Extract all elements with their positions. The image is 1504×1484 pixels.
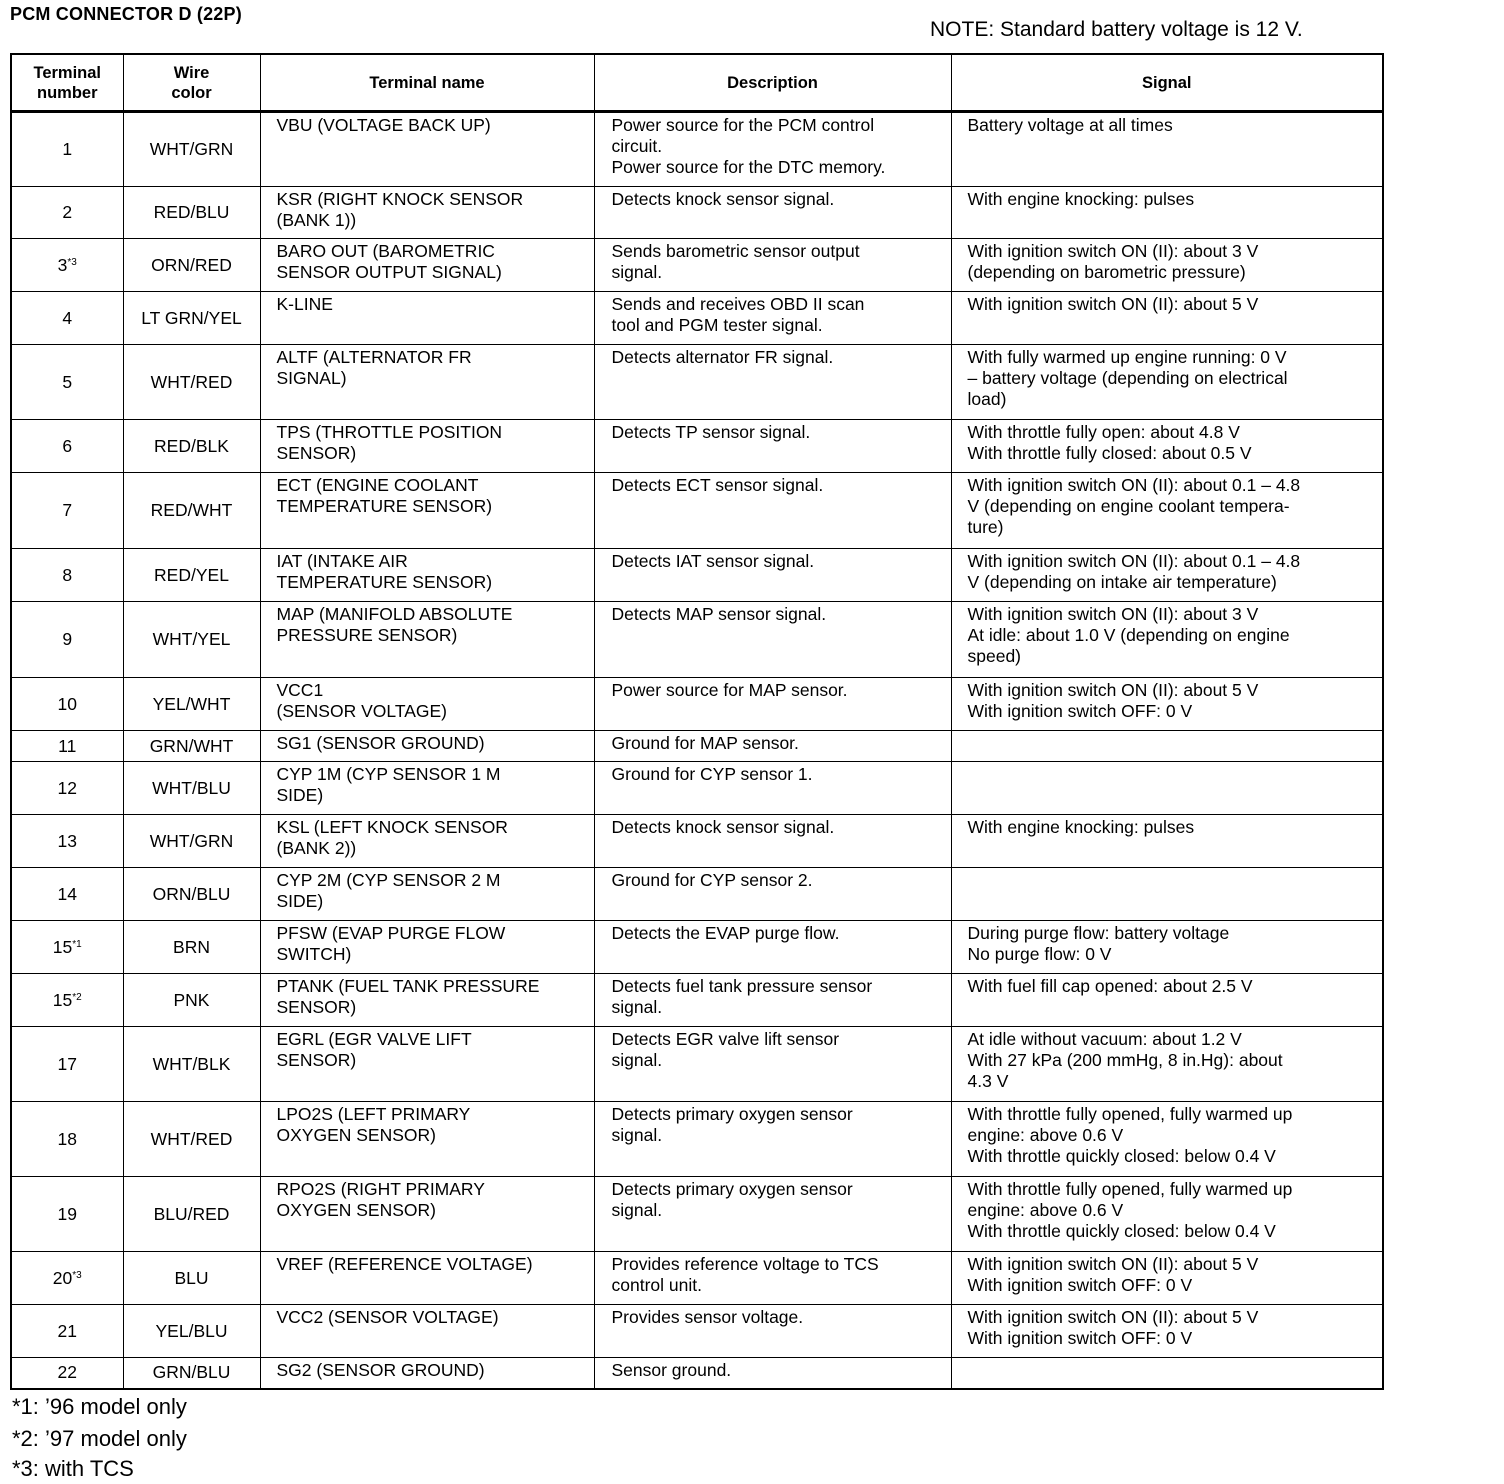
description bbox=[594, 187, 951, 239]
signal-line: With ignition switch OFF: 0 V bbox=[967, 1275, 1193, 1295]
signal-line: With ignition switch ON (II): about 5 V bbox=[967, 1307, 1259, 1327]
description bbox=[594, 549, 951, 602]
table-row bbox=[11, 868, 1383, 921]
wire-color: WHT/RED bbox=[123, 345, 260, 420]
terminal-name-line: VBU (VOLTAGE BACK UP) bbox=[276, 115, 491, 135]
wire-color: WHT/BLK bbox=[123, 1027, 260, 1102]
header-description: Description bbox=[594, 54, 951, 112]
table-row bbox=[11, 921, 1383, 974]
table-row bbox=[11, 473, 1383, 549]
terminal-number: 21 bbox=[11, 1305, 123, 1358]
signal bbox=[951, 974, 1383, 1027]
terminal-number: 5 bbox=[11, 345, 123, 420]
signal-line: With ignition switch ON (II): about 3 V bbox=[967, 241, 1259, 261]
table-row bbox=[11, 1252, 1383, 1305]
pcm-connector-table bbox=[10, 53, 1384, 1390]
terminal-number: 7 bbox=[11, 473, 123, 549]
terminal-name bbox=[260, 921, 594, 974]
header-terminal-name: Terminal name bbox=[260, 54, 594, 112]
description-line: signal. bbox=[611, 1200, 663, 1220]
table-row bbox=[11, 292, 1383, 345]
wire-color: WHT/GRN bbox=[123, 112, 260, 187]
terminal-name bbox=[260, 239, 594, 292]
description bbox=[594, 420, 951, 473]
table-row bbox=[11, 345, 1383, 420]
terminal-name-line: SENSOR) bbox=[276, 443, 357, 463]
signal-line: With fuel fill cap opened: about 2.5 V bbox=[967, 976, 1253, 996]
terminal-name-line: SIGNAL) bbox=[276, 368, 347, 388]
description bbox=[594, 1252, 951, 1305]
signal bbox=[951, 868, 1383, 921]
terminal-footnote-mark: *3 bbox=[72, 1269, 82, 1281]
description bbox=[594, 762, 951, 815]
terminal-name-line: SENSOR OUTPUT SIGNAL) bbox=[276, 262, 502, 282]
description-line: Detects knock sensor signal. bbox=[611, 189, 835, 209]
description-line: Detects TP sensor signal. bbox=[611, 422, 811, 442]
description bbox=[594, 1027, 951, 1102]
description-line: Ground for CYP sensor 1. bbox=[611, 764, 813, 784]
description bbox=[594, 1358, 951, 1389]
terminal-name-line: CYP 2M (CYP SENSOR 2 M bbox=[276, 870, 501, 890]
signal-line: With ignition switch ON (II): about 5 V bbox=[967, 1254, 1259, 1274]
terminal-name-line: SENSOR) bbox=[276, 1050, 357, 1070]
terminal-footnote-mark: *3 bbox=[67, 256, 77, 268]
description-line: Provides reference voltage to TCS bbox=[611, 1254, 879, 1274]
description-line: Detects ECT sensor signal. bbox=[611, 475, 824, 495]
description bbox=[594, 678, 951, 731]
description bbox=[594, 602, 951, 678]
description bbox=[594, 815, 951, 868]
terminal-name bbox=[260, 678, 594, 731]
terminal-number: 4 bbox=[11, 292, 123, 345]
signal-line: Battery voltage at all times bbox=[967, 115, 1173, 135]
header-wire-color: Wire color bbox=[123, 54, 260, 112]
description-line: control unit. bbox=[611, 1275, 702, 1295]
terminal-name bbox=[260, 1027, 594, 1102]
description bbox=[594, 868, 951, 921]
description bbox=[594, 731, 951, 762]
terminal-name-line: (BANK 1)) bbox=[276, 210, 357, 230]
terminal-number: 10 bbox=[11, 678, 123, 731]
terminal-name-line: PFSW (EVAP PURGE FLOW bbox=[276, 923, 506, 943]
wire-color: RED/WHT bbox=[123, 473, 260, 549]
terminal-name-line: IAT (INTAKE AIR bbox=[276, 551, 408, 571]
terminal-name-line: VCC1 bbox=[276, 680, 324, 700]
wire-color: RED/BLK bbox=[123, 420, 260, 473]
terminal-name bbox=[260, 868, 594, 921]
signal bbox=[951, 1102, 1383, 1177]
wire-color: YEL/WHT bbox=[123, 678, 260, 731]
description-line: signal. bbox=[611, 1125, 663, 1145]
signal-line: With throttle fully closed: about 0.5 V bbox=[967, 443, 1252, 463]
description-line: Detects alternator FR signal. bbox=[611, 347, 834, 367]
description-line: Detects primary oxygen sensor bbox=[611, 1104, 853, 1124]
signal bbox=[951, 762, 1383, 815]
terminal-number: 2 bbox=[11, 187, 123, 239]
terminal-number: 18 bbox=[11, 1102, 123, 1177]
wire-color: PNK bbox=[123, 974, 260, 1027]
table-row bbox=[11, 974, 1383, 1027]
signal-line: With throttle quickly closed: below 0.4 V bbox=[967, 1146, 1276, 1166]
signal-line: With ignition switch OFF: 0 V bbox=[967, 701, 1193, 721]
table-row bbox=[11, 187, 1383, 239]
terminal-number: 12 bbox=[11, 762, 123, 815]
table-row bbox=[11, 1177, 1383, 1252]
description-line: Detects EGR valve lift sensor bbox=[611, 1029, 840, 1049]
table-row bbox=[11, 678, 1383, 731]
terminal-number: 19 bbox=[11, 1177, 123, 1252]
terminal-number: 13 bbox=[11, 815, 123, 868]
table-row bbox=[11, 762, 1383, 815]
terminal-footnote-mark: *1 bbox=[72, 938, 82, 950]
wire-color: RED/BLU bbox=[123, 187, 260, 239]
terminal-name-line: PTANK (FUEL TANK PRESSURE bbox=[276, 976, 540, 996]
wire-color: ORN/BLU bbox=[123, 868, 260, 921]
signal-line: With throttle fully opened, fully warmed up bbox=[967, 1179, 1293, 1199]
terminal-name-line: SG2 (SENSOR GROUND) bbox=[276, 1360, 485, 1380]
table-header-row bbox=[11, 54, 1383, 112]
description bbox=[594, 1177, 951, 1252]
wire-color: BLU/RED bbox=[123, 1177, 260, 1252]
signal-line: With ignition switch ON (II): about 5 V bbox=[967, 294, 1259, 314]
description-line: Detects the EVAP purge flow. bbox=[611, 923, 840, 943]
signal bbox=[951, 921, 1383, 974]
terminal-name bbox=[260, 1252, 594, 1305]
description-line: Detects IAT sensor signal. bbox=[611, 551, 815, 571]
signal bbox=[951, 731, 1383, 762]
description-line: Sends and receives OBD II scan bbox=[611, 294, 865, 314]
terminal-name-line: EGRL (EGR VALVE LIFT bbox=[276, 1029, 472, 1049]
terminal-name-line: LPO2S (LEFT PRIMARY bbox=[276, 1104, 471, 1124]
signal-line: At idle: about 1.0 V (depending on engine bbox=[967, 625, 1290, 645]
signal-line: V (depending on intake air temperature) bbox=[967, 572, 1277, 592]
description-line: Provides sensor voltage. bbox=[611, 1307, 804, 1327]
terminal-name bbox=[260, 762, 594, 815]
signal-line: (depending on barometric pressure) bbox=[967, 262, 1246, 282]
description-line: tool and PGM tester signal. bbox=[611, 315, 823, 335]
signal-line: speed) bbox=[967, 646, 1022, 666]
terminal-number: 17 bbox=[11, 1027, 123, 1102]
signal bbox=[951, 678, 1383, 731]
signal bbox=[951, 1305, 1383, 1358]
terminal-number: 22 bbox=[11, 1358, 123, 1389]
terminal-name bbox=[260, 1358, 594, 1389]
signal-line: With ignition switch OFF: 0 V bbox=[967, 1328, 1193, 1348]
description-line: Detects knock sensor signal. bbox=[611, 817, 835, 837]
description-line: Power source for MAP sensor. bbox=[611, 680, 848, 700]
terminal-name-line: KSR (RIGHT KNOCK SENSOR bbox=[276, 189, 524, 209]
terminal-name-line: PRESSURE SENSOR) bbox=[276, 625, 458, 645]
table-row bbox=[11, 1358, 1383, 1389]
description bbox=[594, 921, 951, 974]
terminal-name-line: SIDE) bbox=[276, 891, 324, 911]
terminal-name-line: VCC2 (SENSOR VOLTAGE) bbox=[276, 1307, 499, 1327]
table-row bbox=[11, 112, 1383, 187]
wire-color: WHT/RED bbox=[123, 1102, 260, 1177]
wire-color: WHT/BLU bbox=[123, 762, 260, 815]
terminal-name bbox=[260, 1177, 594, 1252]
table-row bbox=[11, 1027, 1383, 1102]
terminal-name-line: TEMPERATURE SENSOR) bbox=[276, 572, 493, 592]
terminal-name-line: (BANK 2)) bbox=[276, 838, 357, 858]
wire-color: ORN/RED bbox=[123, 239, 260, 292]
terminal-name-line: TPS (THROTTLE POSITION bbox=[276, 422, 503, 442]
description bbox=[594, 974, 951, 1027]
wire-color: WHT/YEL bbox=[123, 602, 260, 678]
signal-line: With ignition switch ON (II): about 3 V bbox=[967, 604, 1259, 624]
footnote-1: *1: ’96 model only bbox=[12, 1394, 187, 1419]
terminal-number: 9 bbox=[11, 602, 123, 678]
terminal-number: 1 bbox=[11, 112, 123, 187]
signal-line: With fully warmed up engine running: 0 V bbox=[967, 347, 1287, 367]
description-line: Power source for the PCM control bbox=[611, 115, 875, 135]
signal bbox=[951, 549, 1383, 602]
terminal-name-line: (SENSOR VOLTAGE) bbox=[276, 701, 447, 721]
terminal-name-line: KSL (LEFT KNOCK SENSOR bbox=[276, 817, 508, 837]
terminal-name bbox=[260, 602, 594, 678]
table-row bbox=[11, 549, 1383, 602]
signal-line: engine: above 0.6 V bbox=[967, 1125, 1124, 1145]
description bbox=[594, 292, 951, 345]
signal bbox=[951, 1027, 1383, 1102]
terminal-name bbox=[260, 1102, 594, 1177]
description-line: Ground for CYP sensor 2. bbox=[611, 870, 813, 890]
signal-line: With engine knocking: pulses bbox=[967, 189, 1195, 209]
description bbox=[594, 239, 951, 292]
signal-line: With throttle quickly closed: below 0.4 V bbox=[967, 1221, 1276, 1241]
footnote-2: *2: ’97 model only bbox=[12, 1426, 187, 1451]
terminal-name-line: OXYGEN SENSOR) bbox=[276, 1125, 436, 1145]
signal-line: During purge flow: battery voltage bbox=[967, 923, 1230, 943]
description-line: circuit. bbox=[611, 136, 663, 156]
signal-line: With throttle fully open: about 4.8 V bbox=[967, 422, 1240, 442]
signal-line: With ignition switch ON (II): about 0.1 – 4.8 bbox=[967, 475, 1301, 495]
signal bbox=[951, 420, 1383, 473]
description bbox=[594, 1102, 951, 1177]
terminal-name bbox=[260, 112, 594, 187]
table-row bbox=[11, 731, 1383, 762]
description-line: signal. bbox=[611, 1050, 663, 1070]
terminal-number: 20$^{*3}$ bbox=[11, 1252, 123, 1305]
terminal-name bbox=[260, 473, 594, 549]
signal bbox=[951, 1252, 1383, 1305]
terminal-name-line: TEMPERATURE SENSOR) bbox=[276, 496, 493, 516]
description bbox=[594, 1305, 951, 1358]
description-line: Ground for MAP sensor. bbox=[611, 733, 799, 753]
terminal-name-line: OXYGEN SENSOR) bbox=[276, 1200, 436, 1220]
table-row bbox=[11, 815, 1383, 868]
description bbox=[594, 345, 951, 420]
signal bbox=[951, 473, 1383, 549]
terminal-name bbox=[260, 731, 594, 762]
page-title: PCM CONNECTOR D (22P) bbox=[10, 4, 242, 24]
signal-line: With throttle fully opened, fully warmed up bbox=[967, 1104, 1293, 1124]
wire-color: BRN bbox=[123, 921, 260, 974]
terminal-name bbox=[260, 345, 594, 420]
description bbox=[594, 473, 951, 549]
terminal-footnote-mark: *2 bbox=[72, 991, 82, 1003]
header-signal: Signal bbox=[951, 54, 1383, 112]
description bbox=[594, 112, 951, 187]
terminal-name-line: ALTF (ALTERNATOR FR bbox=[276, 347, 472, 367]
terminal-name-line: VREF (REFERENCE VOLTAGE) bbox=[276, 1254, 533, 1274]
wire-color: LT GRN/YEL bbox=[123, 292, 260, 345]
signal-line: With ignition switch ON (II): about 5 V bbox=[967, 680, 1259, 700]
terminal-name bbox=[260, 549, 594, 602]
header-terminal-number: Terminal number bbox=[11, 54, 123, 112]
terminal-number: 6 bbox=[11, 420, 123, 473]
terminal-name bbox=[260, 815, 594, 868]
terminal-number: 3$^{*3}$ bbox=[11, 239, 123, 292]
terminal-name bbox=[260, 1305, 594, 1358]
table-row bbox=[11, 239, 1383, 292]
terminal-name-line: SG1 (SENSOR GROUND) bbox=[276, 733, 485, 753]
signal-line: With engine knocking: pulses bbox=[967, 817, 1195, 837]
signal bbox=[951, 602, 1383, 678]
description-line: Power source for the DTC memory. bbox=[611, 157, 886, 177]
terminal-number: 15$^{*2}$ bbox=[11, 974, 123, 1027]
terminal-name bbox=[260, 974, 594, 1027]
description-line: Detects MAP sensor signal. bbox=[611, 604, 827, 624]
signal-line: With 27 kPa (200 mmHg, 8 in.Hg): about bbox=[967, 1050, 1283, 1070]
wire-color: YEL/BLU bbox=[123, 1305, 260, 1358]
terminal-name-line: MAP (MANIFOLD ABSOLUTE bbox=[276, 604, 513, 624]
wire-color: RED/YEL bbox=[123, 549, 260, 602]
terminal-name-line: BARO OUT (BAROMETRIC bbox=[276, 241, 495, 261]
table-row bbox=[11, 1305, 1383, 1358]
description-line: Detects primary oxygen sensor bbox=[611, 1179, 853, 1199]
description-line: Detects fuel tank pressure sensor bbox=[611, 976, 873, 996]
terminal-number: 14 bbox=[11, 868, 123, 921]
signal bbox=[951, 112, 1383, 187]
terminal-name-line: ECT (ENGINE COOLANT bbox=[276, 475, 479, 495]
table-row bbox=[11, 602, 1383, 678]
wire-color: GRN/WHT bbox=[123, 731, 260, 762]
description-line: Sensor ground. bbox=[611, 1360, 732, 1380]
wire-color: BLU bbox=[123, 1252, 260, 1305]
terminal-name bbox=[260, 420, 594, 473]
footnote-3: *3: with TCS bbox=[12, 1456, 134, 1481]
signal bbox=[951, 1177, 1383, 1252]
terminal-name-line: SENSOR) bbox=[276, 997, 357, 1017]
signal bbox=[951, 239, 1383, 292]
terminal-name-line: SIDE) bbox=[276, 785, 324, 805]
signal bbox=[951, 292, 1383, 345]
signal-line: engine: above 0.6 V bbox=[967, 1200, 1124, 1220]
terminal-number: 11 bbox=[11, 731, 123, 762]
wire-color: WHT/GRN bbox=[123, 815, 260, 868]
voltage-note: NOTE: Standard battery voltage is 12 V. bbox=[930, 18, 1303, 41]
terminal-number: 8 bbox=[11, 549, 123, 602]
terminal-name-line: K-LINE bbox=[276, 294, 333, 314]
terminal-name-line: SWITCH) bbox=[276, 944, 352, 964]
signal-line: With ignition switch ON (II): about 0.1 – 4.8 bbox=[967, 551, 1301, 571]
table-row bbox=[11, 1102, 1383, 1177]
signal-line: At idle without vacuum: about 1.2 V bbox=[967, 1029, 1242, 1049]
signal-line: 4.3 V bbox=[967, 1071, 1009, 1091]
terminal-name-line: CYP 1M (CYP SENSOR 1 M bbox=[276, 764, 501, 784]
table-row bbox=[11, 420, 1383, 473]
signal-line: No purge flow: 0 V bbox=[967, 944, 1112, 964]
wire-color: GRN/BLU bbox=[123, 1358, 260, 1389]
signal-line: ture) bbox=[967, 517, 1004, 537]
description-line: signal. bbox=[611, 997, 663, 1017]
signal-line: V (depending on engine coolant tempera- bbox=[967, 496, 1290, 516]
signal bbox=[951, 815, 1383, 868]
terminal-name bbox=[260, 187, 594, 239]
terminal-number: 15$^{*1}$ bbox=[11, 921, 123, 974]
signal-line: load) bbox=[967, 389, 1007, 409]
terminal-name bbox=[260, 292, 594, 345]
description-line: Sends barometric sensor output bbox=[611, 241, 860, 261]
signal bbox=[951, 187, 1383, 239]
signal-line: – battery voltage (depending on electrical bbox=[967, 368, 1288, 388]
signal bbox=[951, 345, 1383, 420]
terminal-name-line: RPO2S (RIGHT PRIMARY bbox=[276, 1179, 485, 1199]
description-line: signal. bbox=[611, 262, 663, 282]
signal bbox=[951, 1358, 1383, 1389]
